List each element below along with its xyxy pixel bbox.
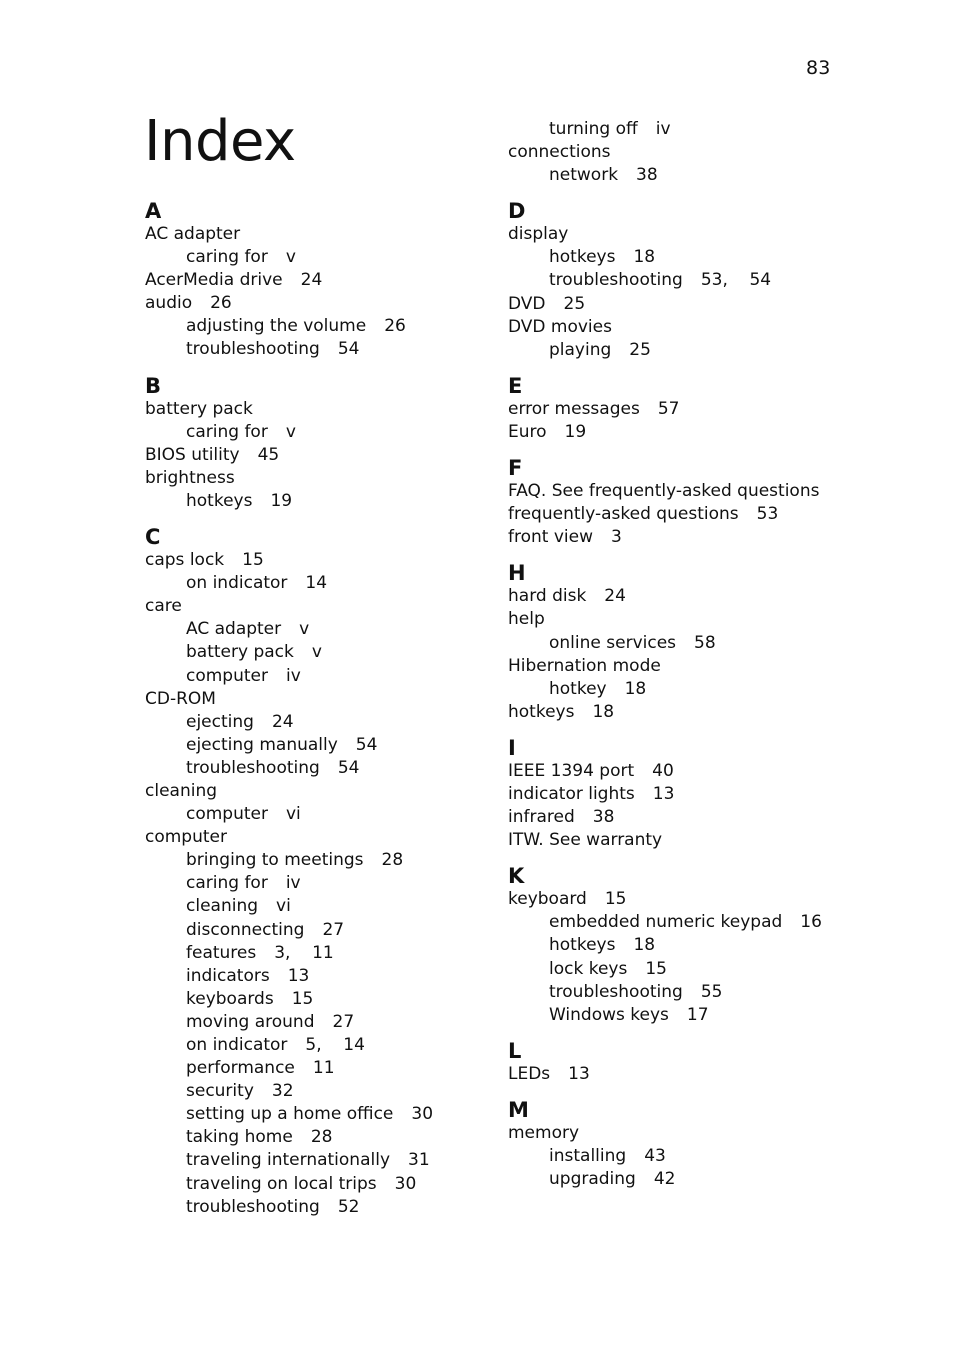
index-section xyxy=(508,736,868,852)
entry-term: turning off xyxy=(549,119,638,139)
index-entry xyxy=(508,888,868,911)
section-letter: M xyxy=(508,1097,529,1122)
entry-term: brightness xyxy=(145,467,235,488)
entry-term: battery pack xyxy=(186,642,294,663)
index-subentry xyxy=(508,246,868,269)
index-subentry xyxy=(145,1080,475,1103)
entry-pages: vi xyxy=(286,804,301,825)
index-entry xyxy=(508,760,868,783)
index-section xyxy=(508,1039,868,1086)
index-entry xyxy=(508,526,868,549)
entry-term: cleaning xyxy=(186,896,259,917)
entry-pages: 18 xyxy=(592,701,615,722)
index-entry xyxy=(508,316,868,339)
index-entry xyxy=(145,269,475,292)
entry-term: troubleshooting xyxy=(186,1196,320,1217)
entry-term: DVD xyxy=(508,293,546,314)
entry-term: display xyxy=(508,224,569,245)
entry-term: troubleshooting xyxy=(186,339,320,360)
index-subentry xyxy=(508,118,868,141)
index-subentry xyxy=(508,934,868,957)
index-subentry xyxy=(145,1126,475,1149)
entry-term: security xyxy=(186,1081,254,1102)
entry-term: keyboards xyxy=(186,988,274,1009)
index-subentry xyxy=(508,678,868,701)
index-entry xyxy=(145,223,475,246)
entry-term: indicators xyxy=(186,965,270,986)
entry-pages: 19 xyxy=(270,490,293,511)
index-entry xyxy=(145,595,475,618)
index-entry xyxy=(508,701,868,724)
index-entry xyxy=(145,826,475,849)
entry-term: installing xyxy=(549,1146,627,1166)
index-subentry xyxy=(145,338,475,361)
index-subentry xyxy=(145,618,475,641)
entry-term: IEEE 1394 port xyxy=(508,760,635,781)
entry-term: traveling on local trips xyxy=(186,1173,377,1194)
index-subentry xyxy=(145,919,475,942)
entry-pages: iv xyxy=(655,119,671,139)
section-letter: H xyxy=(508,561,526,586)
index-subentry xyxy=(145,641,475,664)
entry-term: hard disk xyxy=(508,586,587,607)
entry-pages: v xyxy=(285,247,296,268)
entry-term: on indicator xyxy=(186,573,288,594)
entry-term: computer xyxy=(186,804,268,825)
index-subentry xyxy=(145,665,475,688)
entry-pages: 27 xyxy=(332,1011,355,1032)
entry-pages: v xyxy=(299,619,310,640)
index-section xyxy=(145,199,475,362)
entry-pages: 13 xyxy=(652,783,675,804)
entry-pages: v xyxy=(285,421,296,442)
entry-term: front view xyxy=(508,527,593,548)
entry-term: online services xyxy=(549,632,677,653)
index-section xyxy=(508,864,868,1027)
page-title: Index xyxy=(144,109,296,174)
entry-pages: 40 xyxy=(652,760,674,781)
entry-term: features xyxy=(186,942,257,963)
entry-term: LEDs xyxy=(508,1063,551,1084)
index-entry xyxy=(508,421,868,444)
index-subentry xyxy=(145,1011,475,1034)
index-entry xyxy=(508,293,868,316)
entry-term: Hibernation mode xyxy=(508,655,661,676)
index-entry xyxy=(508,1063,868,1086)
entry-term: audio xyxy=(145,293,193,314)
index-subentry xyxy=(145,757,475,780)
section-letter: B xyxy=(145,373,162,398)
index-subentry xyxy=(508,339,868,362)
entry-term: cleaning xyxy=(145,780,218,801)
index-subentry xyxy=(508,269,868,292)
index-entry xyxy=(508,398,868,421)
section-letter: K xyxy=(508,864,525,889)
index-subentry xyxy=(145,315,475,338)
entry-pages: 28 xyxy=(381,850,404,871)
index-entry xyxy=(508,655,868,678)
index-subentry xyxy=(145,872,475,895)
index-subentry xyxy=(145,803,475,826)
index-subentry xyxy=(508,911,868,934)
index-subentry xyxy=(145,490,475,513)
entry-term: hotkeys xyxy=(549,935,616,956)
entry-pages: 30 xyxy=(411,1104,434,1125)
entry-pages: 24 xyxy=(300,270,323,291)
index-subentry xyxy=(145,1149,475,1172)
entry-term: ITW. See warranty xyxy=(508,830,663,851)
entry-pages: vi xyxy=(276,896,291,917)
entry-term: care xyxy=(145,596,182,617)
entry-term: infrared xyxy=(508,807,575,828)
entry-term: lock keys xyxy=(549,958,628,979)
entry-term: hotkeys xyxy=(549,247,616,268)
entry-pages: 25 xyxy=(563,293,586,314)
index-entry xyxy=(508,1122,868,1145)
entry-pages: 14 xyxy=(305,573,328,594)
entry-pages: 58 xyxy=(694,632,716,653)
entry-term: error messages xyxy=(508,398,640,419)
entry-term: AcerMedia drive xyxy=(145,270,283,291)
index-entry xyxy=(508,141,868,164)
entry-pages: 32 xyxy=(271,1081,294,1102)
entry-term: ejecting manually xyxy=(186,734,338,755)
entry-term: adjusting the volume xyxy=(186,316,367,337)
entry-pages: 53 xyxy=(756,504,779,525)
section-letter: C xyxy=(145,525,161,550)
section-letter: I xyxy=(508,735,516,760)
entry-term: upgrading xyxy=(549,1169,636,1190)
entry-pages: 3 xyxy=(611,527,622,548)
entry-term: caring for xyxy=(186,421,268,442)
entry-term: network xyxy=(549,165,619,186)
entry-pages: 26 xyxy=(210,293,232,314)
index-entry xyxy=(508,585,868,608)
entry-term: hotkeys xyxy=(186,490,253,511)
entry-pages: 11 xyxy=(312,1058,335,1079)
index-entry xyxy=(145,444,475,467)
entry-pages: iv xyxy=(285,873,301,894)
entry-term: Euro xyxy=(508,421,547,442)
index-subentry xyxy=(508,1168,868,1191)
entry-pages: 24 xyxy=(271,711,294,732)
index-subentry xyxy=(145,421,475,444)
entry-term: moving around xyxy=(186,1011,315,1032)
index-entry xyxy=(508,503,868,526)
index-subentry xyxy=(508,1004,868,1027)
entry-pages: 25 xyxy=(629,339,651,360)
entry-pages: 18 xyxy=(624,678,647,699)
entry-term: ejecting xyxy=(186,711,254,732)
entry-term: connections xyxy=(508,142,611,163)
entry-term: on indicator xyxy=(186,1035,288,1055)
entry-pages: 53, 54 xyxy=(700,270,772,291)
entry-pages: 16 xyxy=(800,912,822,933)
entry-term: setting up a home office xyxy=(186,1104,394,1125)
index-subentry xyxy=(145,1196,475,1219)
entry-term: caring for xyxy=(186,247,268,268)
entry-pages: 55 xyxy=(700,981,723,1002)
entry-term: embedded numeric keypad xyxy=(549,912,783,933)
page-number: 83 xyxy=(806,57,831,79)
entry-pages: v xyxy=(311,642,322,663)
entry-pages: 15 xyxy=(645,958,667,979)
index-section xyxy=(508,118,868,187)
entry-term: Windows keys xyxy=(549,1004,669,1025)
index-entry xyxy=(145,780,475,803)
entry-pages: 19 xyxy=(564,421,587,442)
entry-pages: 31 xyxy=(408,1150,430,1171)
entry-term: computer xyxy=(145,827,227,848)
index-subentry xyxy=(145,1103,475,1126)
entry-pages: 54 xyxy=(337,757,360,778)
entry-term: BIOS utility xyxy=(145,444,240,465)
index-entry xyxy=(145,549,475,572)
entry-pages: 26 xyxy=(384,316,406,337)
entry-pages: 13 xyxy=(287,965,310,986)
index-subentry xyxy=(145,1057,475,1080)
entry-term: traveling internationally xyxy=(186,1150,390,1171)
index-column-left xyxy=(145,199,475,1231)
index-entry xyxy=(508,829,868,852)
entry-term: AC adapter xyxy=(145,224,241,244)
index-column-right xyxy=(508,118,868,1203)
index-entry xyxy=(145,292,475,315)
entry-pages: 5, 14 xyxy=(305,1035,365,1055)
index-subentry xyxy=(145,1034,475,1057)
entry-pages: 43 xyxy=(644,1146,666,1166)
index-subentry xyxy=(145,1173,475,1196)
entry-term: computer xyxy=(186,665,268,686)
index-entry xyxy=(508,480,868,503)
index-subentry xyxy=(508,632,868,655)
entry-term: CD-ROM xyxy=(145,688,216,709)
entry-term: AC adapter xyxy=(186,619,282,640)
index-subentry xyxy=(508,958,868,981)
entry-term: frequently-asked questions xyxy=(508,504,739,525)
entry-term: performance xyxy=(186,1058,295,1079)
index-subentry xyxy=(145,988,475,1011)
entry-pages: 38 xyxy=(636,165,658,186)
section-letter: D xyxy=(508,199,526,224)
entry-term: DVD movies xyxy=(508,316,612,337)
index-entry xyxy=(508,783,868,806)
index-subentry xyxy=(145,942,475,965)
entry-pages: 15 xyxy=(604,889,627,910)
entry-pages: 42 xyxy=(653,1169,676,1190)
entry-term: caring for xyxy=(186,873,268,894)
index-section xyxy=(508,374,868,444)
index-section xyxy=(508,199,868,362)
index-subentry xyxy=(145,734,475,757)
entry-term: hotkeys xyxy=(508,701,575,722)
entry-term: bringing to meetings xyxy=(186,850,364,871)
entry-pages: 18 xyxy=(633,935,656,956)
section-letter: L xyxy=(508,1038,522,1063)
index-subentry xyxy=(508,164,868,187)
entry-pages: 28 xyxy=(310,1127,333,1148)
index-section xyxy=(145,374,475,513)
entry-pages: 17 xyxy=(686,1004,709,1025)
entry-pages: 15 xyxy=(242,550,264,571)
entry-term: troubleshooting xyxy=(549,270,683,291)
entry-term: taking home xyxy=(186,1127,293,1148)
entry-term: hotkey xyxy=(549,678,607,699)
entry-pages: 45 xyxy=(257,444,280,465)
entry-pages: 13 xyxy=(568,1063,590,1084)
entry-term: keyboard xyxy=(508,889,587,910)
index-subentry xyxy=(508,1145,868,1168)
index-section xyxy=(508,561,868,724)
index-subentry xyxy=(145,849,475,872)
entry-pages: 54 xyxy=(355,734,378,755)
entry-term: caps lock xyxy=(145,550,225,571)
entry-pages: 38 xyxy=(592,807,615,828)
entry-pages: 24 xyxy=(604,586,626,607)
entry-term: troubleshooting xyxy=(186,757,320,778)
entry-pages: 30 xyxy=(394,1173,417,1194)
index-entry xyxy=(508,608,868,631)
entry-pages: 18 xyxy=(633,247,656,268)
entry-term: disconnecting xyxy=(186,919,305,940)
entry-pages: 27 xyxy=(322,919,345,940)
index-section xyxy=(508,456,868,549)
entry-term: troubleshooting xyxy=(549,981,683,1002)
index-subentry xyxy=(145,246,475,269)
entry-term: indicator lights xyxy=(508,783,635,804)
section-letter: A xyxy=(145,199,162,223)
entry-pages: 52 xyxy=(337,1196,360,1217)
entry-term: playing xyxy=(549,339,612,360)
index-subentry xyxy=(508,981,868,1004)
index-subentry xyxy=(145,572,475,595)
index-entry xyxy=(508,806,868,829)
index-subentry xyxy=(145,895,475,918)
index-section xyxy=(145,525,475,1219)
entry-pages: 54 xyxy=(337,339,360,360)
index-entry xyxy=(145,398,475,421)
entry-pages: 3, 11 xyxy=(274,942,334,963)
index-subentry xyxy=(145,965,475,988)
entry-term: battery pack xyxy=(145,398,253,419)
index-entry xyxy=(145,467,475,490)
entry-pages: 15 xyxy=(291,988,314,1009)
index-section xyxy=(508,1098,868,1191)
entry-term: help xyxy=(508,609,545,630)
entry-pages: iv xyxy=(286,665,301,686)
index-subentry xyxy=(145,711,475,734)
entry-term: FAQ. See frequently-asked questions xyxy=(508,481,820,502)
section-letter: E xyxy=(508,373,523,398)
entry-term: memory xyxy=(508,1122,580,1143)
index-entry xyxy=(508,223,868,246)
section-letter: F xyxy=(508,456,523,481)
entry-pages: 57 xyxy=(657,398,680,419)
index-entry xyxy=(145,688,475,711)
